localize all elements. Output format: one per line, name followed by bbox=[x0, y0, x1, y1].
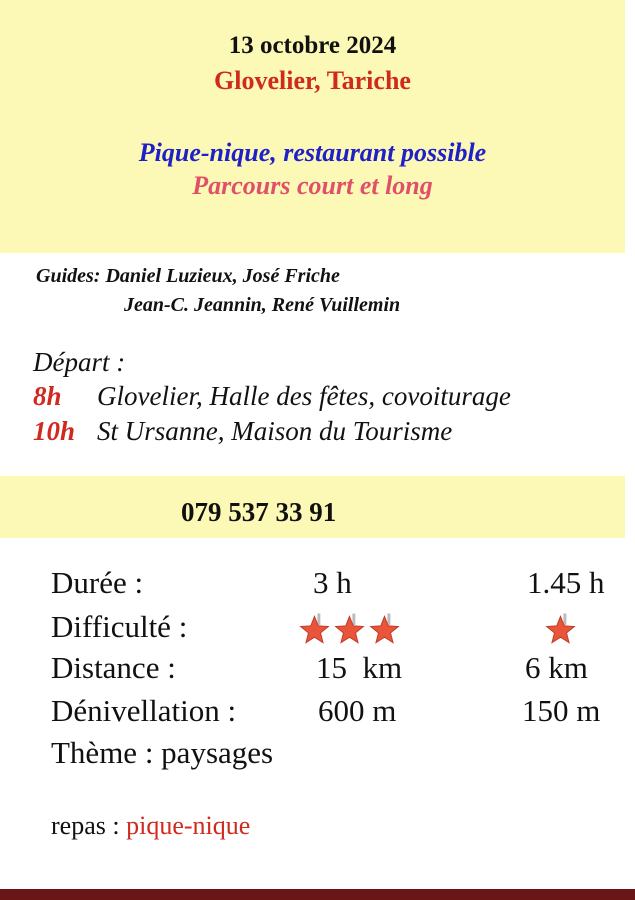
elevation-label: Dénivellation : bbox=[51, 693, 237, 728]
meal-line bbox=[51, 811, 250, 841]
depart-row bbox=[33, 416, 452, 447]
star-icon bbox=[333, 612, 366, 646]
depart-row bbox=[33, 381, 511, 412]
guides-line-2: Jean-C. Jeannin, René Vuillemin bbox=[124, 294, 401, 316]
duration-long: 3 h bbox=[313, 565, 352, 600]
phone-number: 079 537 33 91 bbox=[181, 497, 337, 527]
guides-line-1: Guides: Daniel Luzieux, José Friche bbox=[36, 265, 340, 287]
event-note-routes: Parcours court et long bbox=[192, 171, 433, 200]
elevation-short: 150 m bbox=[522, 693, 601, 728]
difficulty-short-stars bbox=[544, 612, 577, 646]
event-note-picnic: Pique-nique, restaurant possible bbox=[138, 138, 487, 167]
theme-line: Thème : paysages bbox=[51, 735, 274, 770]
star-icon bbox=[368, 612, 401, 646]
difficulty-label: Difficulté : bbox=[51, 609, 188, 644]
star-icon bbox=[544, 612, 577, 646]
depart-place: Glovelier, Halle des fêtes, covoiturage bbox=[97, 381, 511, 411]
depart-label: Départ : bbox=[33, 347, 126, 377]
event-date: 13 octobre 2024 bbox=[228, 32, 397, 59]
event-place: Glovelier, Tariche bbox=[214, 66, 411, 95]
depart-place: St Ursanne, Maison du Tourisme bbox=[97, 416, 453, 446]
star-icon bbox=[298, 612, 331, 646]
depart-time: 10h bbox=[33, 416, 76, 446]
difficulty-long-stars bbox=[298, 612, 401, 646]
elevation-long: 600 m bbox=[318, 693, 397, 728]
depart-time: 8h bbox=[33, 381, 62, 411]
right-margin bbox=[625, 0, 635, 900]
distance-long: 15 km bbox=[316, 650, 403, 685]
duration-label: Durée : bbox=[51, 565, 144, 600]
meal-value: pique-nique bbox=[126, 811, 251, 840]
duration-short: 1.45 h bbox=[527, 565, 605, 600]
distance-label: Distance : bbox=[51, 650, 176, 685]
bottom-bar bbox=[0, 889, 635, 900]
meal-label: repas : bbox=[51, 811, 120, 840]
distance-short: 6 km bbox=[525, 650, 588, 685]
